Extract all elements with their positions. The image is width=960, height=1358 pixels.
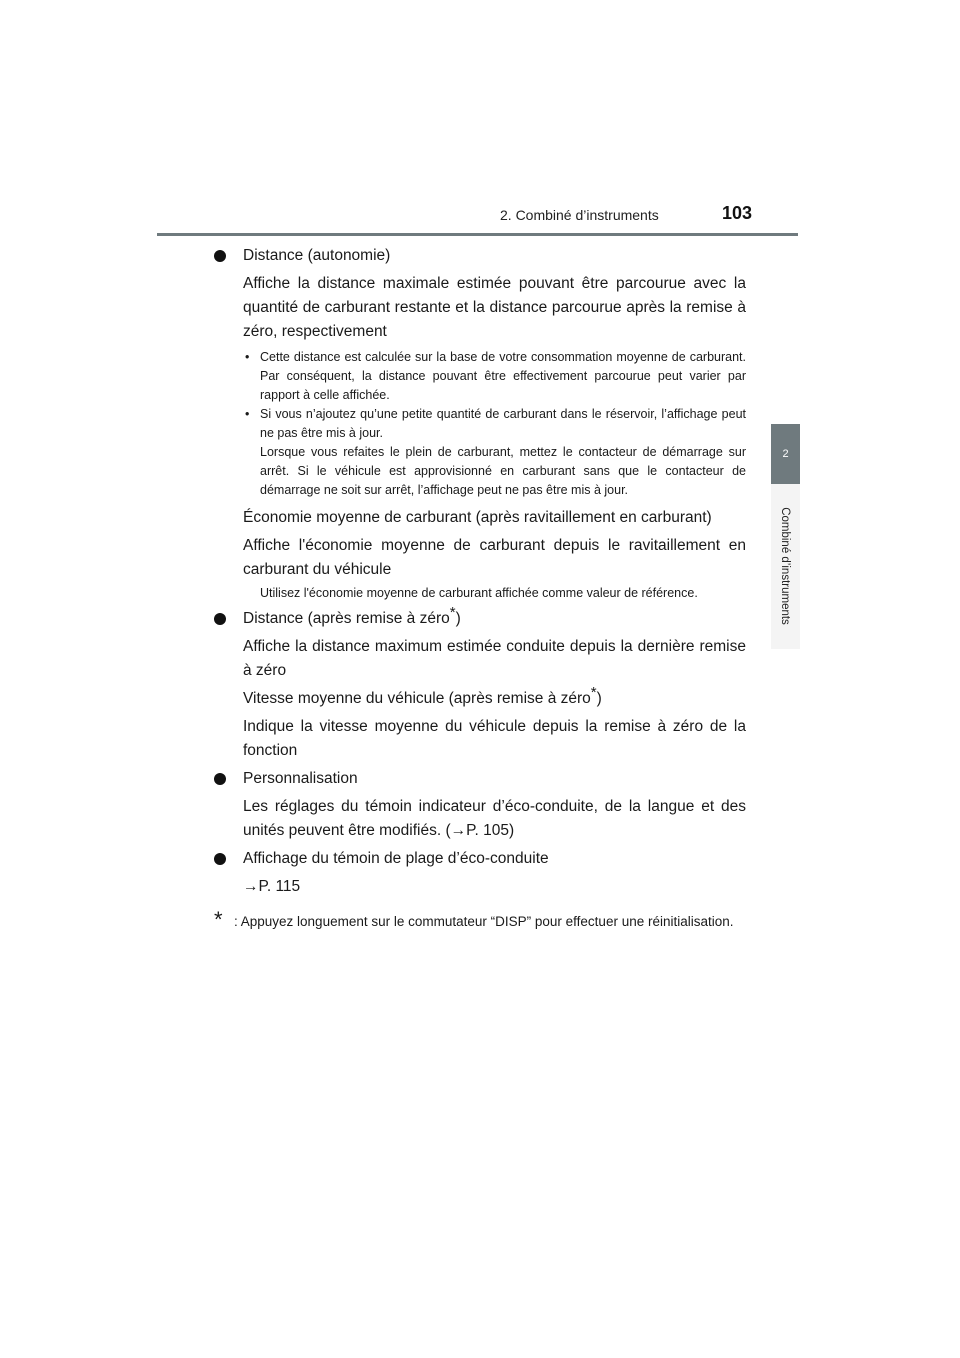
header-section-title: 2. Combiné d’instruments bbox=[500, 207, 659, 223]
list-item-personnalisation bbox=[214, 767, 746, 791]
item-title: Distance (autonomie) bbox=[243, 247, 391, 264]
bullet-icon bbox=[214, 773, 226, 785]
chapter-number: 2 bbox=[782, 448, 789, 460]
footnote bbox=[214, 907, 746, 933]
footnote-star: * bbox=[214, 907, 223, 932]
bullet-dot-icon: • bbox=[245, 407, 250, 421]
note-item: • Si vous n’ajoutez qu’une petite quantité de carburant dans le réservoir, l’affichage peut ne pas être mis à jour. bbox=[245, 407, 746, 440]
footnote-marker: * bbox=[449, 603, 456, 621]
sub-item-note: Utilisez l'économie moyenne de carburant affichée comme valeur de référence. bbox=[260, 586, 698, 600]
list-item-eco-indicator bbox=[214, 847, 746, 871]
item-description: Affiche la distance maximale estimée pouvant être parcourue avec la quantité de carburant restante et la distance parcourue après la remise à zéro, respectivement bbox=[243, 275, 746, 340]
item-title: Personnalisation bbox=[243, 770, 358, 787]
bullet-icon bbox=[214, 250, 226, 262]
page-reference-link[interactable]: →P. 115 bbox=[243, 878, 301, 895]
item-title: Affichage du témoin de plage d’éco-conduite bbox=[243, 850, 549, 867]
chapter-label: Combiné d’instruments bbox=[779, 507, 791, 625]
item-description: Les réglages du témoin indicateur d’éco-conduite, de la langue et des unités peuvent être modifiés. (→P. 105) bbox=[243, 798, 746, 839]
page-number: 103 bbox=[722, 203, 753, 223]
list-item-distance-reset: Distance (après remise à zéro*) bbox=[214, 607, 746, 631]
note-list bbox=[214, 348, 746, 500]
footnote-text: : Appuyez longuement sur le commutateur “DISP” pour effectuer une réinitialisation. bbox=[234, 914, 734, 929]
item-description: Affiche la distance maximum estimée conduite depuis la dernière remise à zéro bbox=[243, 638, 746, 679]
bullet-icon bbox=[214, 613, 226, 625]
bullet-icon bbox=[214, 853, 226, 865]
sub-item-title: Vitesse moyenne du véhicule (après remise à zéro*) bbox=[243, 683, 602, 707]
note-item: • Cette distance est calculée sur la base de votre consommation moyenne de carburant. Par conséquent, la distance pouvant être effectivement parcourue peut varier par rapport à celle affichée. bbox=[245, 350, 746, 402]
note-continued: Lorsque vous refaites le plein de carburant, mettez le contacteur de démarrage sur arrêt. Si le véhicule est approvisionné en carburant sans que le contacteur de démarrage ne soit sur arrêt, l’affichage peut ne pas être mis à jour. bbox=[260, 445, 746, 497]
footnote-marker: * bbox=[590, 683, 597, 701]
item-title: Distance (après remise à zéro bbox=[243, 610, 450, 627]
bullet-dot-icon: • bbox=[245, 350, 250, 364]
header-rule bbox=[157, 233, 798, 236]
page-content bbox=[214, 244, 746, 933]
sub-item-description: Indique la vitesse moyenne du véhicule depuis la remise à zéro de la fonction bbox=[243, 718, 746, 759]
sub-item-title: Économie moyenne de carburant (après ravitaillement en carburant) bbox=[243, 509, 712, 526]
sub-item-description: Affiche l'économie moyenne de carburant depuis le ravitaillement en carburant du véhicule bbox=[243, 537, 746, 578]
list-item-distance-autonomie bbox=[214, 244, 746, 268]
chapter-tab bbox=[771, 424, 800, 484]
